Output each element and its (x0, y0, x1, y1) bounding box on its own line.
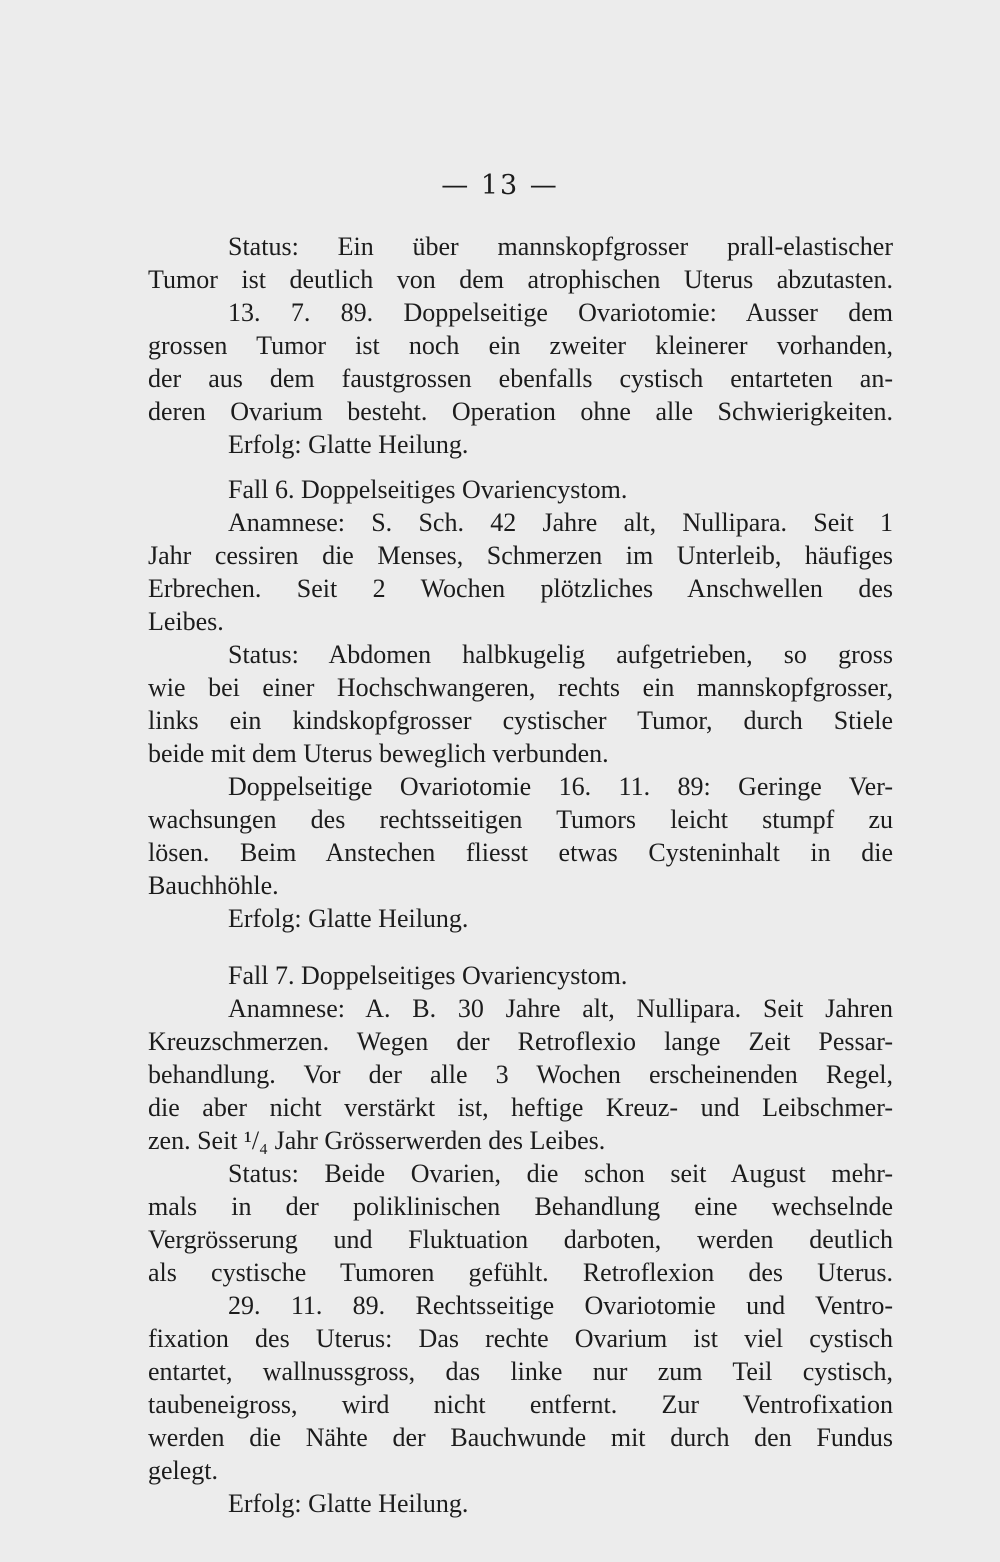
text-line: Vergrösserung und Fluktuation darboten, werden deutlich (148, 1225, 893, 1254)
section-heading: Fall 7. Doppelseitiges Ovariencystom. (228, 961, 628, 990)
text-line: Erfolg: Glatte Heilung. (228, 430, 469, 459)
text-line: wachsungen des rechtsseitigen Tumors leicht stumpf zu (148, 805, 893, 834)
text-line: als cystische Tumoren gefühlt. Retroflexion des Uterus. (148, 1258, 893, 1287)
text-line: Bauchhöhle. (148, 871, 279, 900)
text-line: deren Ovarium besteht. Operation ohne alle Schwierigkeiten. (148, 397, 893, 426)
text-line: 13. 7. 89. Doppelseitige Ovariotomie: Ausser dem (228, 298, 893, 327)
text-line: Kreuzschmerzen. Wegen der Retroflexio lange Zeit Pessar- (148, 1027, 893, 1056)
text-line: Anamnese: A. B. 30 Jahre alt, Nullipara. Seit Jahren (228, 994, 893, 1023)
text-line: Doppelseitige Ovariotomie 16. 11. 89: Geringe Ver- (228, 772, 893, 801)
text-line: Jahr cessiren die Menses, Schmerzen im Unterleib, häufiges (148, 541, 893, 570)
page-number: — 13 — (441, 170, 559, 201)
text-line: werden die Nähte der Bauchwunde mit durch den Fundus (148, 1423, 893, 1452)
text-line: Tumor ist deutlich von dem atrophischen Uterus abzutasten. (148, 265, 893, 294)
text-line: Anamnese: S. Sch. 42 Jahre alt, Nullipara. Seit 1 (228, 508, 893, 537)
text-line: links ein kindskopfgrosser cystischer Tumor, durch Stiele (148, 706, 893, 735)
section-heading: Fall 6. Doppelseitiges Ovariencystom. (228, 475, 628, 504)
text-line: der aus dem faustgrossen ebenfalls cystisch entarteten an- (148, 364, 893, 393)
text-line: 29. 11. 89. Rechtsseitige Ovariotomie und Ventro- (228, 1291, 893, 1320)
text-line: Status: Beide Ovarien, die schon seit August mehr- (228, 1159, 893, 1188)
text-line: taubeneigross, wird nicht entfernt. Zur Ventrofixation (148, 1390, 893, 1419)
paragraph-gap (148, 461, 893, 473)
text-line: behandlung. Vor der alle 3 Wochen erscheinenden Regel, (148, 1060, 893, 1089)
text-line: wie bei einer Hochschwangeren, rechts ein mannskopfgrosser, (148, 673, 893, 702)
text-line: die aber nicht verstärkt ist, heftige Kreuz- und Leibschmer- (148, 1093, 893, 1122)
body-text (148, 230, 893, 1520)
text-line: mals in der poliklinischen Behandlung eine wechselnde (148, 1192, 893, 1221)
text-line: Erbrechen. Seit 2 Wochen plötzliches Anschwellen des (148, 574, 893, 603)
text-line: Status: Abdomen halbkugelig aufgetrieben, so gross (228, 640, 893, 669)
text-line: Erfolg: Glatte Heilung. (228, 904, 469, 933)
text-line: beide mit dem Uterus beweglich verbunden. (148, 739, 609, 768)
text-line: entartet, wallnussgross, das linke nur zum Teil cystisch, (148, 1357, 893, 1386)
text-line: Leibes. (148, 607, 224, 636)
text-line: fixation des Uterus: Das rechte Ovarium ist viel cystisch (148, 1324, 893, 1353)
text-line: gelegt. (148, 1456, 219, 1485)
text-line: Erfolg: Glatte Heilung. (228, 1489, 469, 1518)
text-line: lösen. Beim Anstechen fliesst etwas Cysteninhalt in die (148, 838, 893, 867)
text-line: Status: Ein über mannskopfgrosser prall-elastischer (228, 232, 893, 261)
paragraph-gap (148, 935, 893, 959)
text-line: grossen Tumor ist noch ein zweiter kleinerer vorhanden, (148, 331, 893, 360)
text-line: zen. Seit ¹/₄ Jahr Grösserwerden des Leibes. (148, 1126, 606, 1155)
